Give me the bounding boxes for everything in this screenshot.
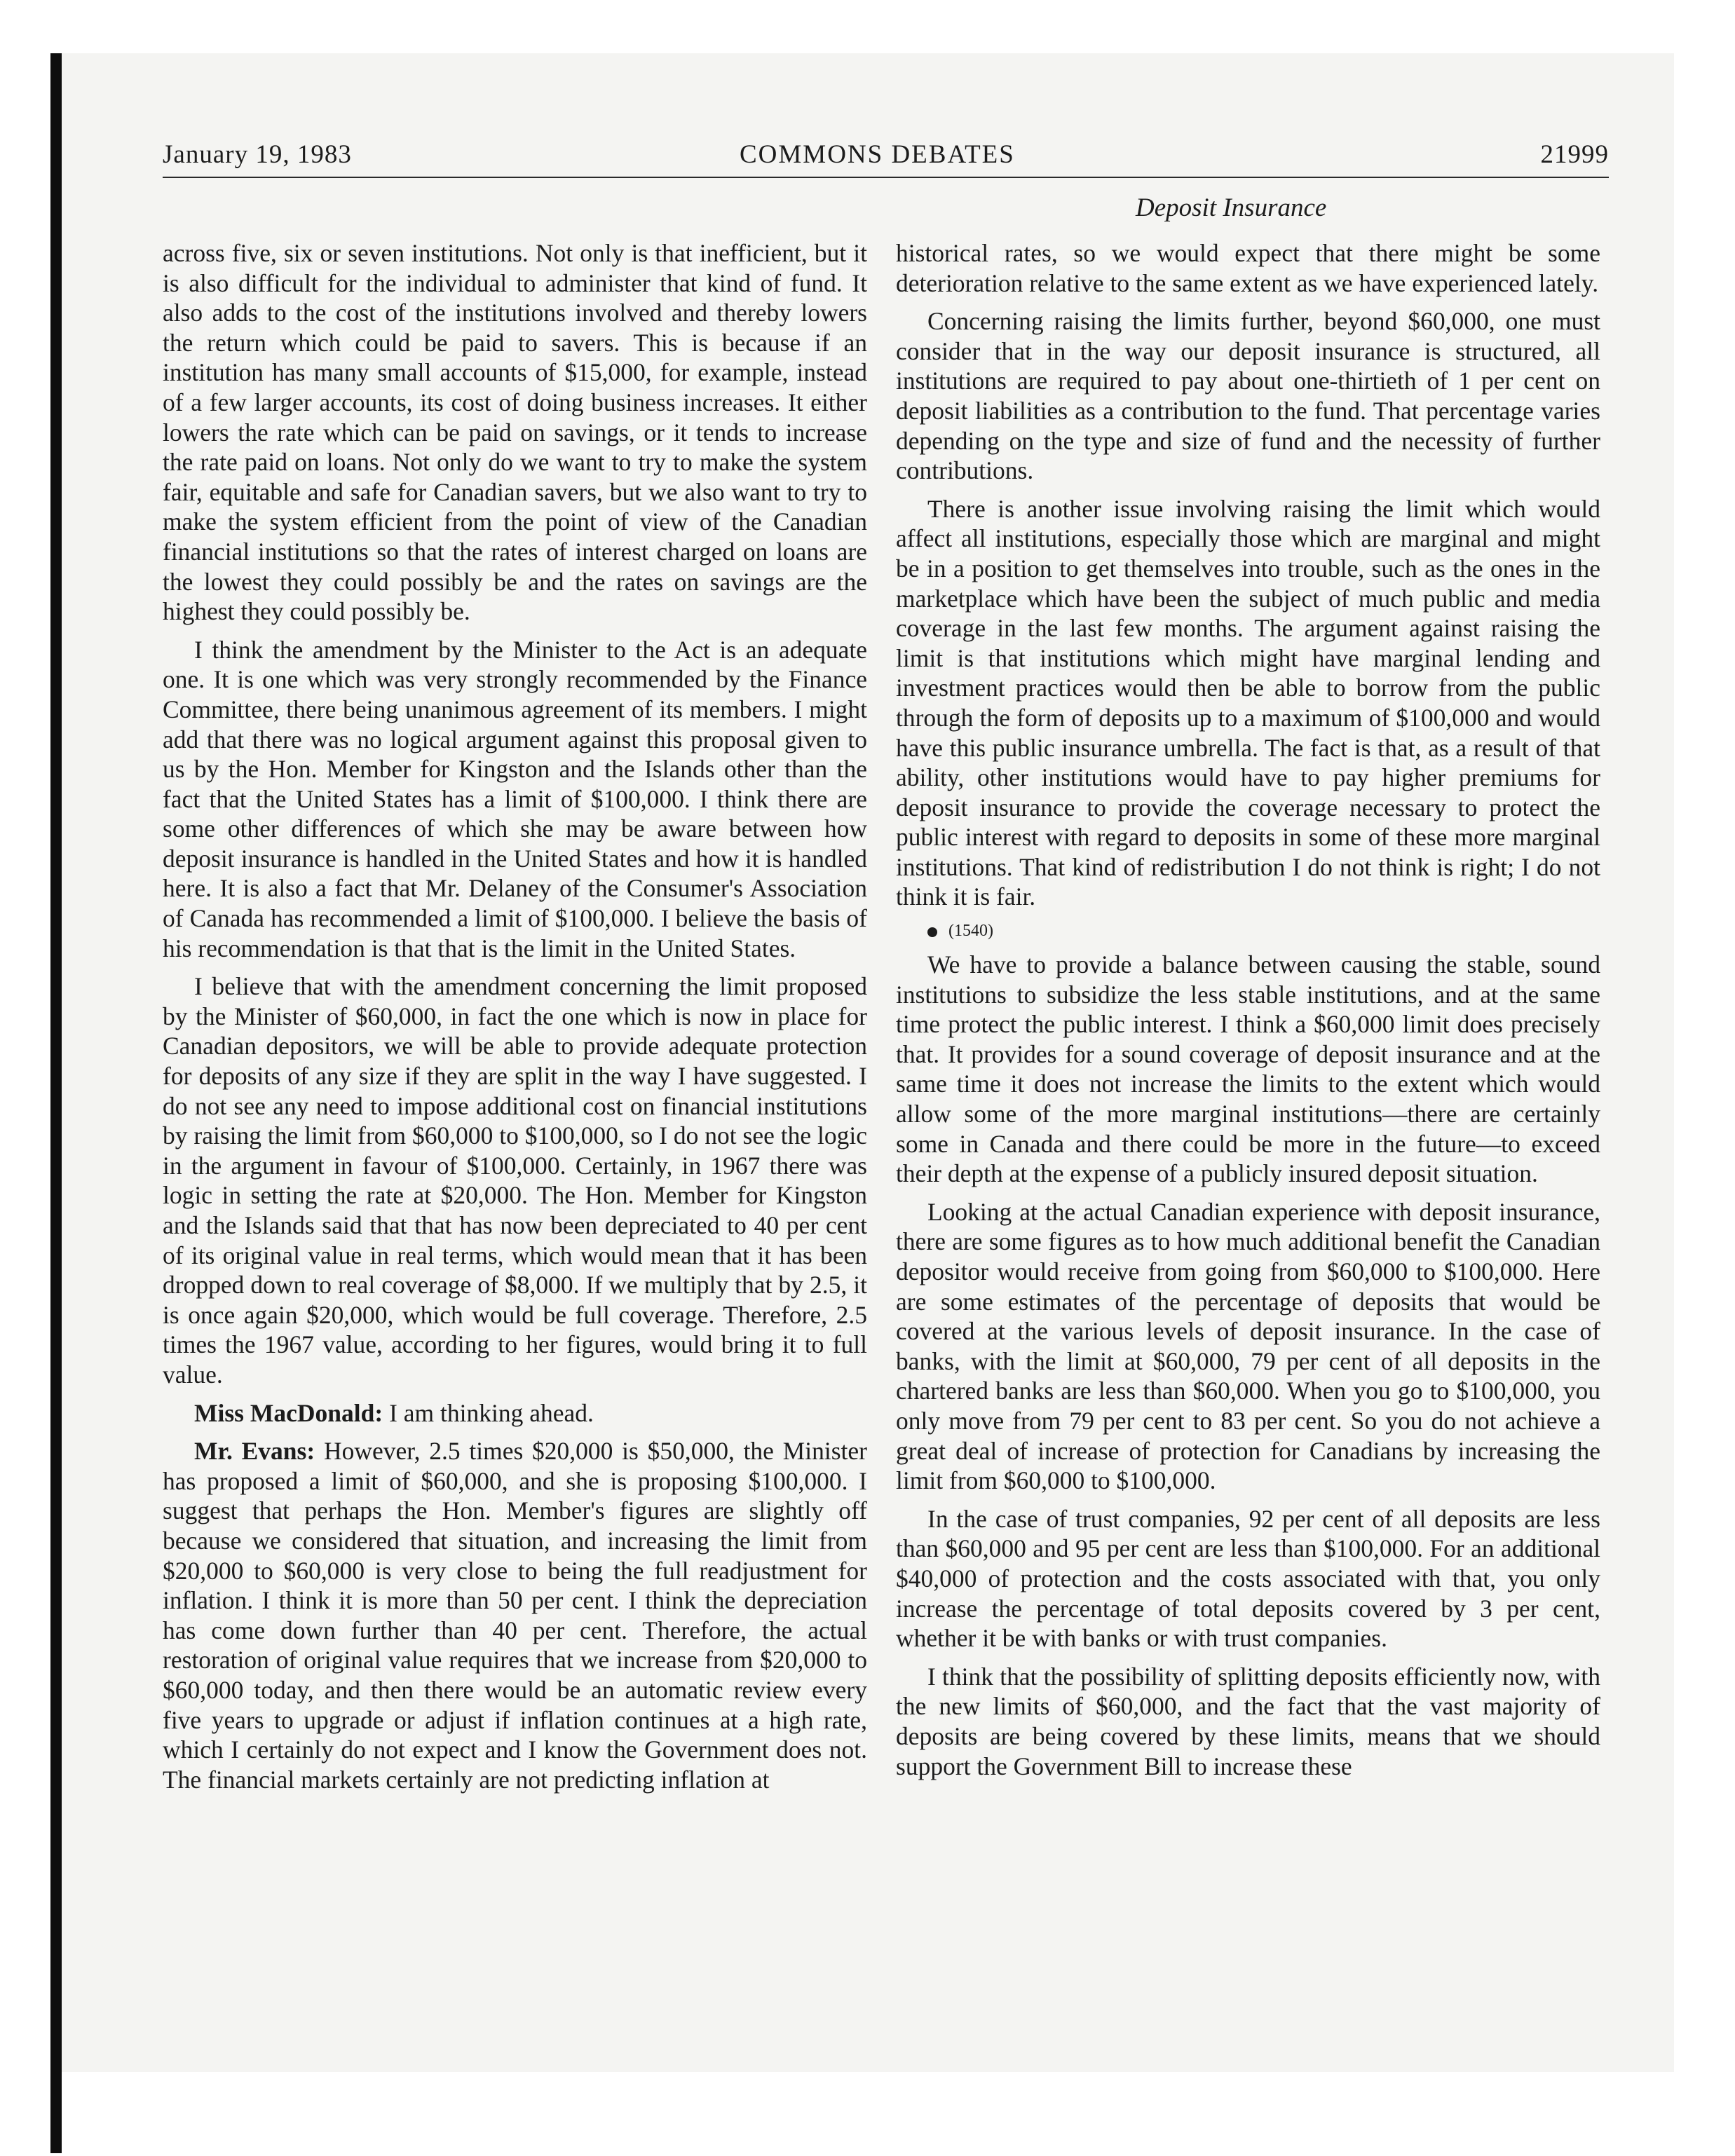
paragraph: historical rates, so we would expect that there might be some deterioration relative to the same extent as we have experienced lately. xyxy=(896,239,1600,297)
paragraph xyxy=(163,1436,867,1794)
paragraph: Looking at the actual Canadian experience with deposit insurance, there are some figures as to how much additional benefit the Canadian depositor would receive from going from $60,000 to $100,000. Here are some estimates of the percentage of deposits that would be covered at the various levels of deposit insurance. In the case of banks, with the limit at $60,000, 79 per cent of all deposits in the chartered banks are less than $60,000. When you go to $100,000, you only move from 79 per cent to 83 per cent. So you do not achieve a great deal of increase of protection for Canadians by increasing the limit from $60,000 to $100,000. xyxy=(896,1197,1600,1495)
paragraph: I believe that with the amendment concerning the limit proposed by the Minister of $60,000, in fact the one which is now in place for Canadian depositors, we will be able to provide adequate protection for deposits of any size if they are split in the way I have suggested. I do not see any need to impose additional cost on financial institutions by raising the limit from $60,000 to $100,000, so I do not see the logic in the argument in favour of $100,000. Certainly, in 1967 there was logic in setting the rate at $20,000. The Hon. Member for Kingston and the Islands said that that has now been depreciated to 40 per cent of its original value in real terms, which would mean that it has been dropped down to real coverage of $8,000. If we multiply that by 2.5, it is once again $20,000, which would be full coverage. Therefore, 2.5 times the 1967 value, according to her figures, would bring it to full value. xyxy=(163,972,867,1389)
time-marker-label: (1540) xyxy=(948,922,993,941)
speech-text: However, 2.5 times $20,000 is $50,000, the Minister has proposed a limit of $60,000, and she is proposing $100,000. I suggest that perhaps the Hon. Member's figures are slightly off because we considered that situation, and increasing the limit from $20,000 to $60,000 is very close to being the full readjustment for inflation. I think it is more than 50 per cent. I think the depreciation has come down further than 40 per cent. Therefore, the actual restoration of original value requires that we increase from $20,000 to $60,000 today, and then there would be an automatic review every five years to upgrade or adjust if inflation continues at a high rate, which I certainly do not expect and I know the Government does not. The financial markets certainly are not predicting inflation at xyxy=(163,1437,867,1794)
speaker-name: Mr. Evans: xyxy=(194,1437,315,1466)
paragraph xyxy=(163,1398,867,1428)
paragraph: I think that the possibility of splitting deposits efficiently now, with the new limits of $60,000, and the fact that the vast majority of deposits are being covered by these limits, means that we should support the Government Bill to increase these xyxy=(896,1662,1600,1780)
paragraph: We have to provide a balance between causing the stable, sound institutions to subsidize the less stable institutions, and at the same time protect the public interest. I think a $60,000 limit does precisely that. It provides for a sound coverage of deposit insurance and at the same time it does not increase the limits to the extent which would allow some of the more marginal institutions—there are certainly some in Canada and there could be more in the future—to exceed their depth at the expense of a publicly insured deposit situation. xyxy=(896,950,1600,1188)
header-title: COMMONS DEBATES xyxy=(740,140,1015,169)
paragraph: I think the amendment by the Minister to the Act is an adequate one. It is one which was very strongly recommended by the Finance Committee, there being unanimous agreement of its members. I might add that there was no logical argument against this proposal given to us by the Hon. Member for Kingston and the Islands other than the fact that the United States has a limit of $100,000. I think there are some other differences of which she may be aware between how deposit insurance is handled in the United States and how it is handled here. It is also a fact that Mr. Delaney of the Consumer's Association of Canada has recommended a limit of $100,000. I believe the basis of his recommendation is that that is the limit in the United States. xyxy=(163,635,867,962)
running-head: Deposit Insurance xyxy=(1136,193,1327,222)
header-date: January 19, 1983 xyxy=(163,140,352,169)
speech-text: I am thinking ahead. xyxy=(389,1398,594,1427)
time-marker xyxy=(896,920,1600,941)
speaker-name: Miss MacDonald: xyxy=(194,1398,383,1427)
paragraph: Concerning raising the limits further, beyond $60,000, one must consider that in the way our deposit insurance is structured, all institutions are required to pay about one-thirtieth of 1 per cent on deposit liabilities as a contribution to the fund. That percentage varies depending on the type and size of fund and the necessity of further contributions. xyxy=(896,307,1600,485)
left-column xyxy=(163,238,867,1803)
header-page-number: 21999 xyxy=(1540,140,1609,169)
header-rule xyxy=(163,177,1609,178)
paragraph: across five, six or seven institutions. Not only is that inefficient, but it is also difficult for the individual to administer that kind of fund. It also adds to the cost of the institutions involved and thereby lowers the return which could be paid to savers. This is because if an institution has many small accounts of $15,000, for example, instead of a few larger accounts, its cost of doing business increases. It either lowers the rate which can be paid on savings, or it tends to increase the rate paid on loans. Not only do we want to try to make the system fair, equitable and safe for Canadian savers, but we also want to try to make the system efficient from the point of view of the Canadian financial institutions so that the rates of interest charged on loans are the lowest they could possibly be and the rates on savings are the highest they could possibly be. xyxy=(163,239,867,626)
scan-edge xyxy=(50,53,62,2153)
right-column xyxy=(896,238,1600,1789)
paragraph: In the case of trust companies, 92 per cent of all deposits are less than $60,000 and 95 per cent are less than $100,000. For an additional $40,000 of protection and the costs associated with that, you only increase the percentage of total deposits covered by 3 per cent, whether it be with banks or with trust companies. xyxy=(896,1504,1600,1653)
paragraph: There is another issue involving raising the limit which would affect all institutions, especially those which are marginal and might be in a position to get themselves into trouble, such as the ones in the marketplace which have been the subject of much public and media coverage in the last few months. The argument against raising the limit is that institutions which might have marginal lending and investment practices would then be able to borrow from the public through the form of deposits up to a maximum of $100,000 and would have this public insurance umbrella. The fact is that, as a result of that ability, other institutions would have to pay higher premiums for deposit insurance to provide the coverage necessary to protect the public interest with regard to deposits in some of these more marginal institutions. That kind of redistribution I do not think is right; I do not think it is fair. xyxy=(896,494,1600,911)
bullet-icon xyxy=(927,927,937,937)
